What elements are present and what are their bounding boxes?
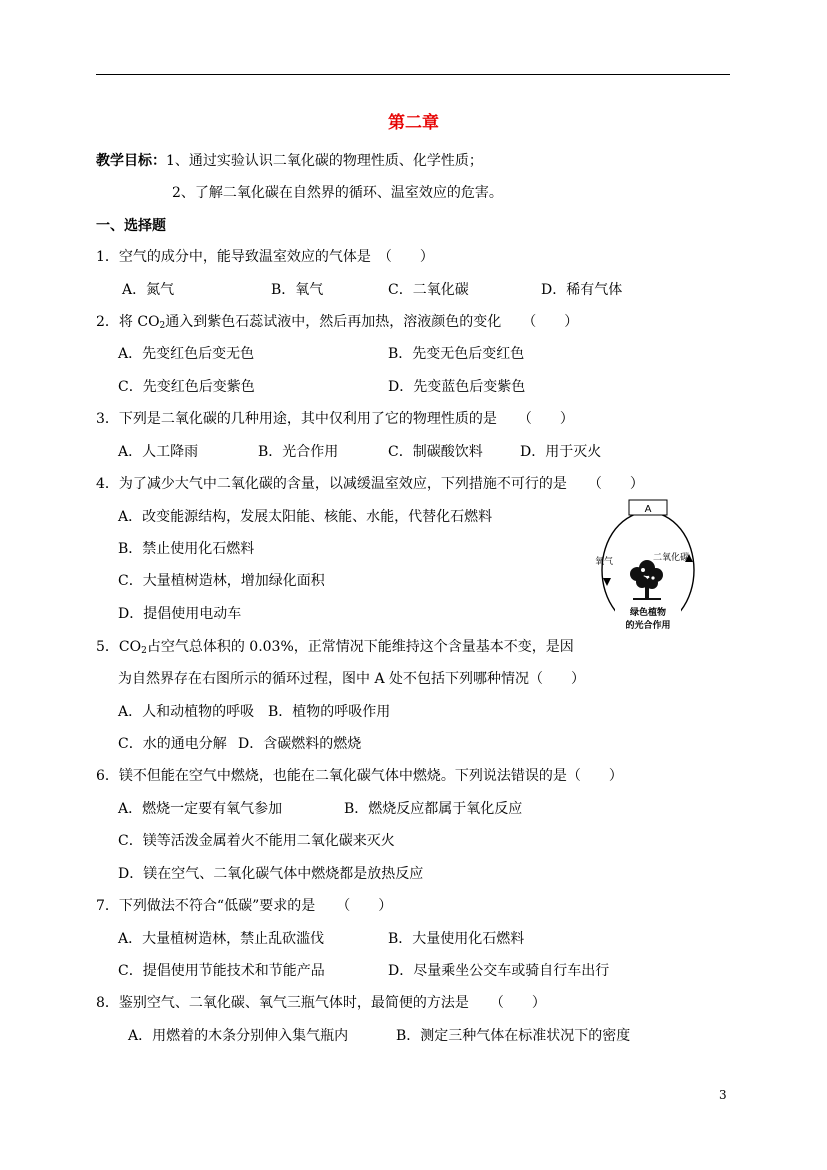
- page-number: 3: [719, 1088, 727, 1102]
- question-2-stem-sub: 2: [159, 321, 166, 331]
- question-1-stem: 1．空气的成分中，能导致温室效应的气体是 （ ）: [96, 249, 434, 265]
- question-5-stem: [96, 638, 574, 656]
- objectives-line-1: [96, 152, 483, 170]
- question-8-option-b: B．测定三种气体在标准状况下的密度: [396, 1028, 631, 1044]
- question-4-stem: 4．为了减少大气中二氧化碳的含量，以减缓温室效应，下列措施不可行的是 （ ）: [96, 476, 644, 492]
- question-5-option-a: A．人和动植物的呼吸: [118, 704, 255, 720]
- question-2-stem-post: 通入到紫色石蕊试液中，然后再加热，溶液颜色的变化 （ ）: [165, 314, 579, 330]
- question-7-stem: 7．下列做法不符合“低碳”要求的是 （ ）: [96, 898, 393, 914]
- question-6-option-b: B．燃烧反应都属于氧化反应: [344, 801, 523, 817]
- question-2-option-b: B．先变无色后变红色: [388, 346, 525, 362]
- question-5-option-b: B．植物的呼吸作用: [268, 704, 391, 720]
- question-3-option-b: B．光合作用: [258, 444, 339, 460]
- oxygen-label: 氧气: [595, 557, 614, 567]
- cycle-arrow-left: [603, 578, 611, 586]
- question-2-stem-pre: 2．将 CO: [96, 314, 160, 330]
- question-1-option-c: C．二氧化碳: [388, 282, 469, 298]
- question-4-option-a: A．改变能源结构，发展太阳能、核能、水能，代替化石燃料: [118, 509, 493, 525]
- question-4-option-b: B．禁止使用化石燃料: [118, 541, 255, 557]
- question-6-stem: 6．镁不但能在空气中燃烧，也能在二氧化碳气体中燃烧。下列说法错误的是（ ）: [96, 768, 623, 784]
- question-7-option-a: A．大量植树造林，禁止乱砍滥伐: [118, 931, 325, 947]
- question-7-option-b: B．大量使用化石燃料: [388, 931, 525, 947]
- question-3-option-a: A．人工降雨: [118, 444, 199, 460]
- question-1-option-d: D．稀有气体: [541, 282, 623, 298]
- question-5-stem-line-2: 为自然界存在右图所示的循环过程，图中 A 处不包括下列哪种情况（ ）: [118, 671, 586, 687]
- objectives-label: 教学目标：: [96, 153, 166, 169]
- box-a-label: A: [644, 504, 652, 515]
- question-3-option-c: C．制碳酸饮料: [388, 444, 483, 460]
- carbon-cycle-diagram: [593, 498, 703, 633]
- question-8-option-a: A．用燃着的木条分别伸入集气瓶内: [128, 1028, 349, 1044]
- tree-icon: [630, 560, 663, 600]
- chapter-title: 第二章: [388, 113, 439, 133]
- question-6-option-a: A．燃烧一定要有氧气参加: [118, 801, 283, 817]
- carbon-cycle-figure: [593, 498, 703, 633]
- question-2-option-d: D．先变蓝色后变紫色: [388, 379, 526, 395]
- objective-item-1: 1、通过实验认识二氧化碳的物理性质、化学性质；: [166, 153, 483, 169]
- header-rule: [96, 74, 730, 75]
- question-2-option-c: C．先变红色后变紫色: [118, 379, 255, 395]
- question-7-option-c: C．提倡使用节能技术和节能产品: [118, 963, 325, 979]
- caption-line-1: 绿色植物: [629, 608, 667, 618]
- question-5-stem-pre: 5．CO: [96, 639, 142, 655]
- question-6-option-c: C．镁等活泼金属着火不能用二氧化碳来灭火: [118, 833, 395, 849]
- question-7-option-d: D．尽量乘坐公交车或骑自行车出行: [388, 963, 610, 979]
- question-4-option-d: D．提倡使用电动车: [118, 606, 242, 622]
- question-6-option-d: D．镁在空气、二氧化碳气体中燃烧都是放热反应: [118, 866, 424, 882]
- question-2-option-a: A．先变红色后变无色: [118, 346, 255, 362]
- question-3-stem: 3．下列是二氧化碳的几种用途，其中仅利用了它的物理性质的是 （ ）: [96, 411, 574, 427]
- caption-line-2: 的光合作用: [625, 621, 671, 631]
- question-5-option-c: C．水的通电分解: [118, 736, 227, 752]
- co2-label: 二氧化碳: [653, 553, 690, 563]
- question-2-stem: [96, 313, 578, 331]
- question-4-option-c: C．大量植树造林，增加绿化面积: [118, 573, 325, 589]
- question-5-stem-sub: 2: [141, 646, 147, 656]
- question-1-option-a: A．氮气: [122, 282, 175, 298]
- objective-item-2: 2、了解二氧化碳在自然界的循环、温室效应的危害。: [172, 185, 503, 201]
- section-heading: 一、选择题: [96, 218, 166, 234]
- question-5-stem-post: 占空气总体积的 0.03%，正常情况下能维持这个含量基本不变，是因: [146, 639, 574, 655]
- question-8-stem: 8．鉴别空气、二氧化碳、氧气三瓶气体时，最简便的方法是 （ ）: [96, 995, 546, 1011]
- question-3-option-d: D．用于灭火: [520, 444, 602, 460]
- question-5-option-d: D．含碳燃料的燃烧: [238, 736, 362, 752]
- question-1-option-b: B．氧气: [271, 282, 324, 298]
